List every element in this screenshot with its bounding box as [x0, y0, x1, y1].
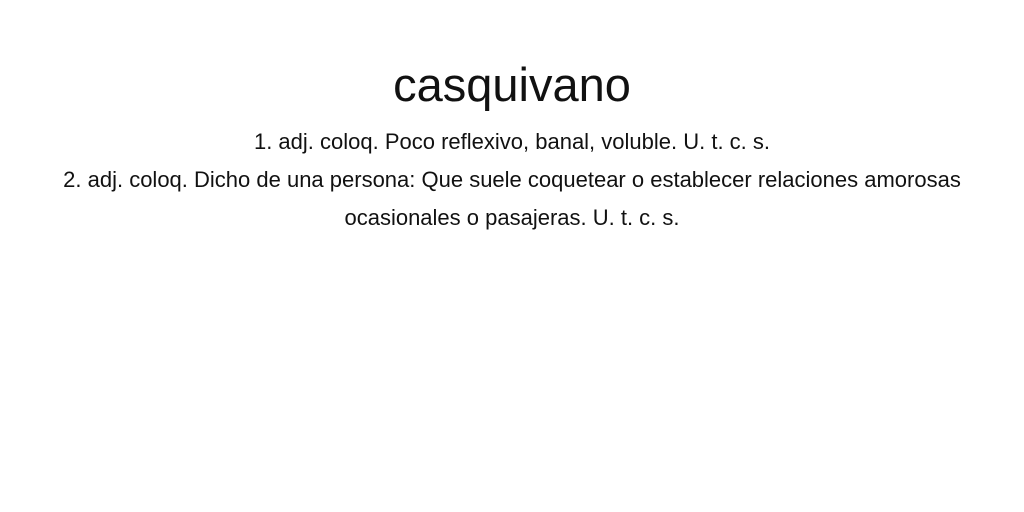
definition-1: 1. adj. coloq. Poco reflexivo, banal, voluble. U. t. c. s.: [253, 129, 771, 154]
definition-list: [40, 123, 984, 237]
definition-2: 2. adj. coloq. Dicho de una persona: Que suele coquetear o establecer relaciones amorosas ocasionales o pasajeras. U. t. c. s.: [63, 167, 961, 230]
headword: casquivano: [393, 58, 631, 111]
